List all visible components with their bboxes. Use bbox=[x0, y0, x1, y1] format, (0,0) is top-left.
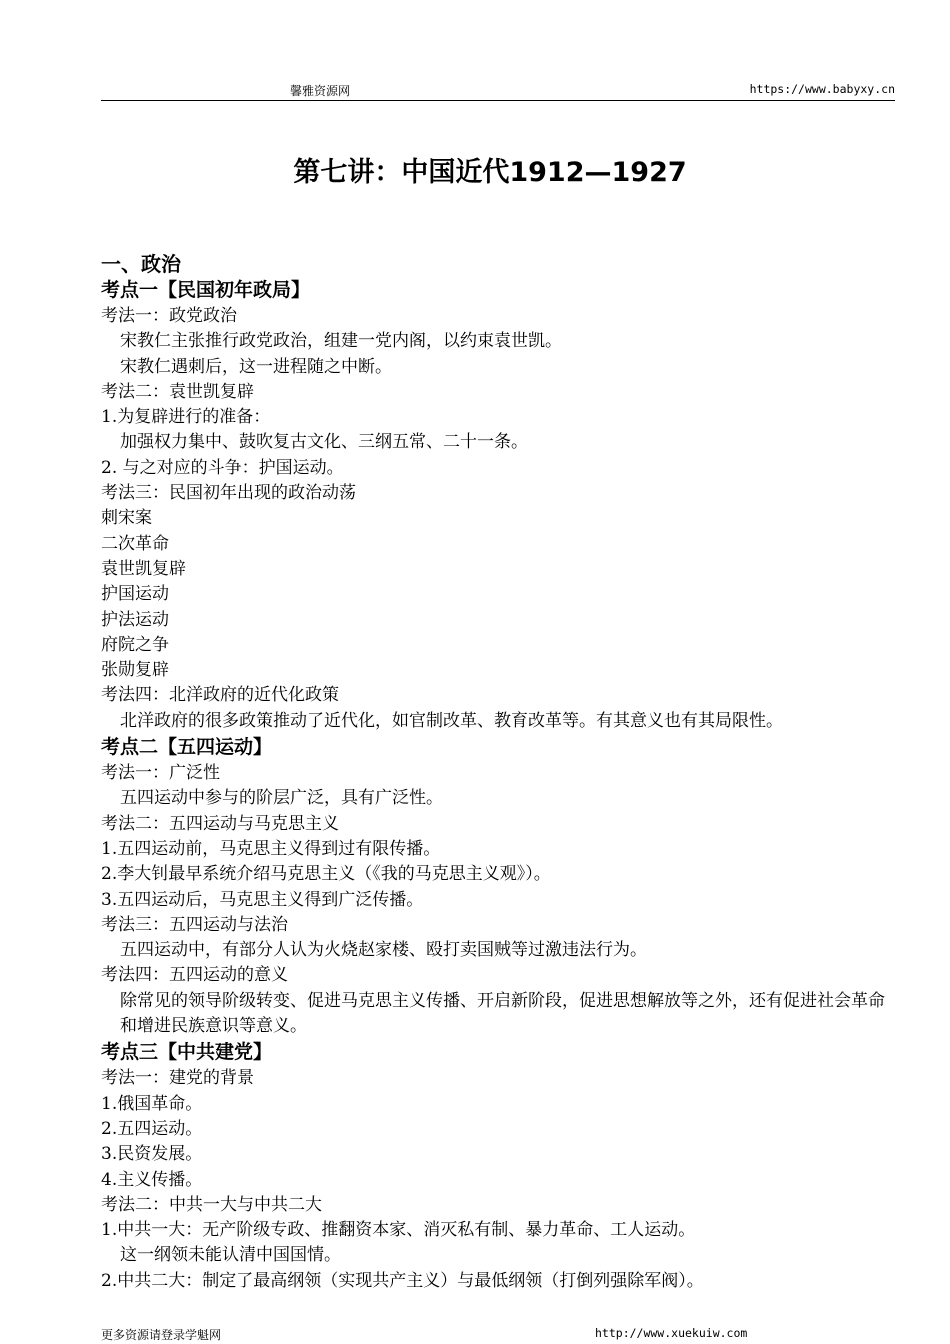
topic-heading: 考点一【民国初年政局】 bbox=[101, 279, 311, 301]
indented-paragraph: 加强权力集中、鼓吹复古文化、三纲五常、二十一条。 bbox=[120, 432, 528, 453]
indented-paragraph: 宋教仁主张推行政党政治，组建一党内阁，以约束袁世凯。 bbox=[120, 331, 562, 352]
text-line: 考法三：民国初年出现的政治动荡 bbox=[101, 483, 356, 504]
indented-paragraph: 宋教仁遇刺后，这一进程随之中断。 bbox=[120, 356, 392, 377]
topic-heading: 考点二【五四运动】 bbox=[101, 736, 273, 759]
indented-paragraph: 五四运动中，有部分人认为火烧赵家楼、殴打卖国贼等过激违法行为。 bbox=[120, 940, 647, 961]
text-line: 考法一：广泛性 bbox=[101, 763, 220, 784]
paragraph: 除常见的领导阶级转变、促进马克思主义传播、开启新阶段，促进思想解放等之外，还有促进社会革命和增进民族意识等意义。 bbox=[120, 990, 885, 1037]
footer-note: 更多资源请登录学魁网 bbox=[101, 1328, 222, 1342]
footer-url[interactable]: http://www.xuekuiw.com bbox=[595, 1326, 748, 1340]
indented-paragraph: 这一纲领未能认清中国国情。 bbox=[120, 1245, 341, 1266]
text-line: 1.五四运动前，马克思主义得到过有限传播。 bbox=[101, 838, 441, 859]
text-line: 2.中共二大：制定了最高纲领（实现共产主义）与最低纲领（打倒列强除军阀）。 bbox=[101, 1270, 704, 1291]
text-line: 考法四：北洋政府的近代化政策 bbox=[101, 685, 339, 706]
topic-heading: 考点三【中共建党】 bbox=[101, 1041, 273, 1064]
text-line: 1.为复辟进行的准备： bbox=[101, 407, 271, 428]
text-line: 刺宋案 bbox=[101, 508, 152, 529]
text-line: 考法二：中共一大与中共二大 bbox=[101, 1194, 322, 1215]
document-body bbox=[101, 247, 891, 1294]
text-line: 2.李大钊最早系统介绍马克思主义（《我的马克思主义观》）。 bbox=[101, 864, 551, 885]
text-line: 考法四：五四运动的意义 bbox=[101, 965, 288, 986]
indented-paragraph: 五四运动中参与的阶层广泛，具有广泛性。 bbox=[120, 788, 443, 809]
text-line: 2. 与之对应的斗争：护国运动。 bbox=[101, 457, 344, 478]
text-line: 护法运动 bbox=[101, 609, 169, 630]
text-line: 张勋复辟 bbox=[101, 660, 169, 681]
text-line: 袁世凯复辟 bbox=[101, 558, 186, 579]
text-line: 考法二：五四运动与马克思主义 bbox=[101, 813, 339, 834]
text-line: 考法二：袁世凯复辟 bbox=[101, 381, 254, 402]
text-line: 考法一：政党政治 bbox=[101, 306, 237, 326]
text-line: 2.五四运动。 bbox=[101, 1118, 203, 1139]
text-line: 3.民资发展。 bbox=[101, 1144, 203, 1165]
text-line: 二次革命 bbox=[101, 533, 169, 554]
page-title: 第七讲：中国近代1912—1927 bbox=[293, 157, 687, 188]
header-site-name: 馨雅资源网 bbox=[290, 84, 351, 98]
indented-paragraph: 北洋政府的很多政策推动了近代化，如官制改革、教育改革等。有其意义也有其局限性。 bbox=[120, 710, 783, 731]
text-line: 3.五四运动后，马克思主义得到广泛传播。 bbox=[101, 889, 424, 910]
header-url[interactable]: https://www.babyxy.cn bbox=[749, 82, 895, 96]
text-line: 考法一：建党的背景 bbox=[101, 1068, 254, 1089]
text-line: 护国运动 bbox=[101, 584, 169, 605]
section-heading: 一、政治 bbox=[101, 252, 181, 276]
text-line: 1.俄国革命。 bbox=[101, 1093, 203, 1114]
page-header bbox=[101, 80, 895, 101]
text-line: 1.中共一大：无产阶级专政、推翻资本家、消灭私有制、暴力革命、工人运动。 bbox=[101, 1220, 696, 1241]
text-line: 考法三：五四运动与法治 bbox=[101, 914, 288, 935]
text-line: 府院之争 bbox=[101, 634, 169, 655]
text-line: 4.主义传播。 bbox=[101, 1169, 203, 1190]
